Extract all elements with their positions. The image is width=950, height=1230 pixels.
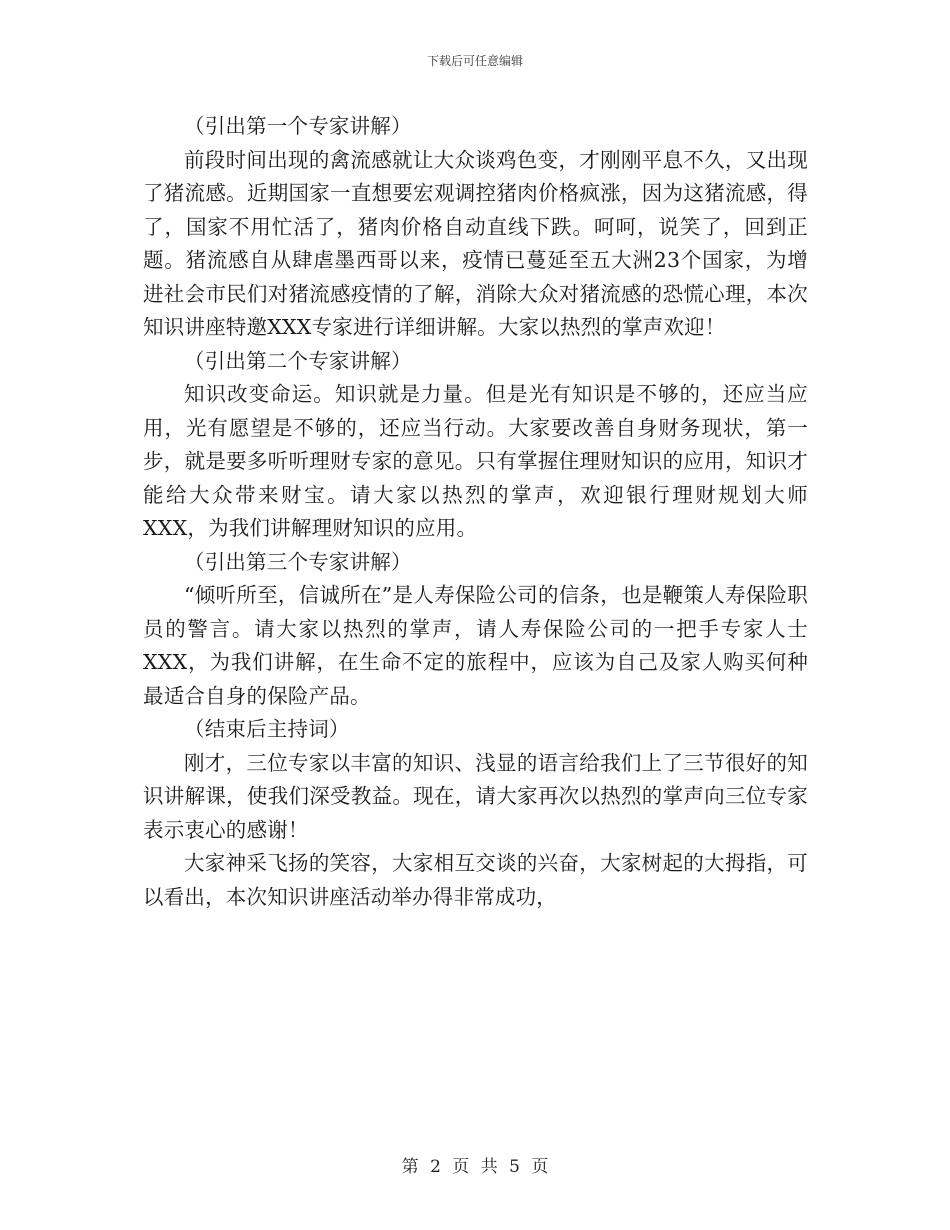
section-heading-closing: （结束后主持词） <box>184 717 350 741</box>
page-footer <box>0 1152 950 1177</box>
paragraph-success: 大家神采飞扬的笑容，大家相互交谈的兴奋，大家树起的大拇指，可以看出，本次知识讲座活动举办得非常成功， <box>143 851 808 909</box>
paragraph-swine-flu: 前段时间出现的禽流感就让大众谈鸡色变，才刚刚平息不久，又出现了猪流感。近期国家一直想要宏观调控猪肉价格疯涨，因为这猪流感，得了，国家不用忙活了，猪肉价格自动直线下跌。呵呵，说笑了，回到正题。猪流感自从肆虐墨西哥以来，疫情已蔓延至五大洲23个国家，为增进社会市民们对猪流感疫情的了解，消除大众对猪流感的恐慌心理，本次知识讲座特邀XXX专家进行详细讲解。大家以热烈的掌声欢迎！ <box>143 147 808 339</box>
paragraph-insurance: “倾听所至，信诚所在”是人寿保险公司的信条，也是鞭策人寿保险职员的警言。请大家以热烈的掌声，请人寿保险公司的一把手专家人士XXX，为我们讲解，在生命不定的旅程中，应该为自己及家人购买何种最适合自身的保险产品。 <box>143 583 808 708</box>
footer-gong: 共 <box>480 1157 498 1177</box>
paragraph-finance: 知识改变命运。知识就是力量。但是光有知识是不够的，还应当应用，光有愿望是不够的，还应当行动。大家要改善自身财务现状，第一步，就是要多听听理财专家的意见。只有掌握住理财知识的应用，知识才能给大众带来财宝。请大家以热烈的掌声，欢迎银行理财规划大师XXX，为我们讲解理财知识的应用。 <box>143 382 808 540</box>
document-body <box>143 110 808 914</box>
section-heading-second-expert: （引出第二个专家讲解） <box>184 348 412 373</box>
paragraph-thanks: 刚才，三位专家以丰富的知识、浅显的语言给我们上了三节很好的知识讲解课，使我们深受教益。现在，请大家再次以热烈的掌声向三位专家表示衷心的感谢！ <box>143 750 808 842</box>
footer-ye: 页 <box>452 1157 470 1177</box>
footer-ye-end: 页 <box>531 1157 549 1177</box>
header-note: 下载后可任意编辑 <box>426 54 523 68</box>
section-heading-first-expert: （引出第一个专家讲解） <box>184 114 412 138</box>
footer-di: 第 <box>401 1157 419 1177</box>
section-heading-third-expert: （引出第三个专家讲解） <box>184 549 412 574</box>
current-page-number: 2 <box>430 1157 441 1177</box>
total-page-number: 5 <box>509 1157 520 1177</box>
